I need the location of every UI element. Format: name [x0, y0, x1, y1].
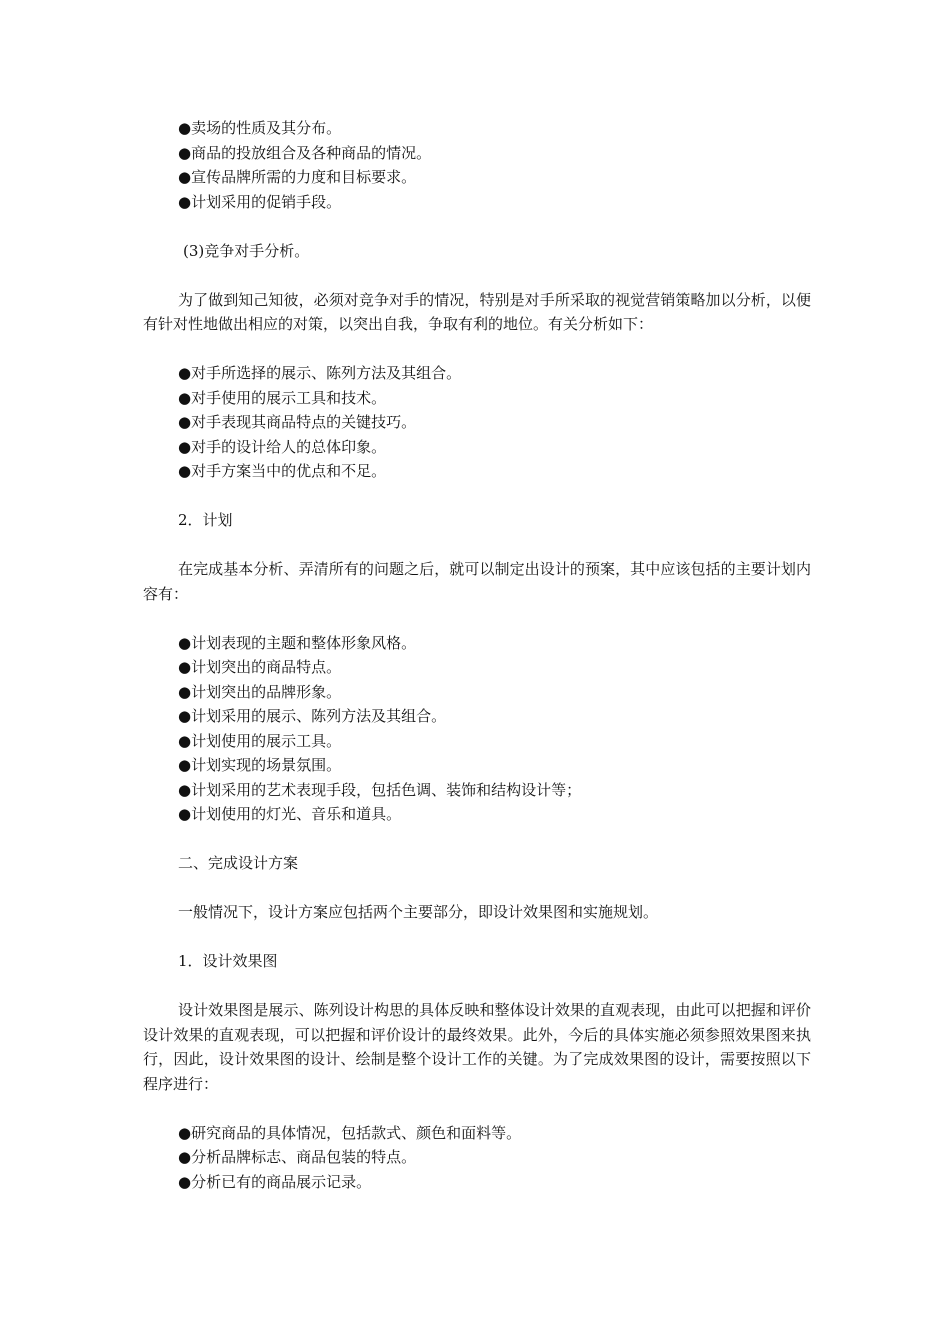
section-heading-effect: 1．设计效果图 [178, 952, 278, 970]
bullet-list-plan [143, 631, 811, 827]
bullet-list-effect [143, 1121, 811, 1195]
list-item: ●宣传品牌所需的力度和目标要求。 [178, 168, 417, 186]
spacer [143, 337, 811, 362]
spacer [143, 606, 811, 631]
document-page [143, 116, 811, 1194]
section-heading-plan: 2．计划 [178, 511, 233, 529]
list-item: ●对手所选择的展示、陈列方法及其组合。 [178, 364, 462, 382]
spacer [143, 484, 811, 509]
bullet-list-market [143, 116, 811, 214]
list-item: ●对手使用的展示工具和技术。 [178, 388, 387, 407]
spacer [143, 974, 811, 999]
spacer [143, 876, 811, 901]
list-item: ●研究商品的具体情况，包括款式、颜色和面料等。 [178, 1123, 522, 1142]
spacer [143, 827, 811, 852]
spacer [143, 263, 811, 288]
section-heading-complete: 二、完成设计方案 [178, 854, 299, 872]
paragraph-effect: 设计效果图是展示、陈列设计构思的具体反映和整体设计效果的直观表现，由此可以把握和评价设计效果的直观表现，可以把握和评价设计的最终效果。此外，今后的具体实施必须参照效果图来执行，因此，设计效果图的设计、绘制是整个设计工作的关键。为了完成效果图的设计，需要按照以下程序进行： [143, 1001, 811, 1093]
spacer [143, 533, 811, 558]
section-heading-competitor: (3)竞争对手分析。 [183, 241, 310, 260]
spacer [143, 1096, 811, 1121]
list-item: ●分析品牌标志、商品包装的特点。 [178, 1148, 417, 1166]
list-item: ●计划突出的品牌形象。 [178, 682, 342, 701]
list-item: ●计划使用的灯光、音乐和道具。 [178, 805, 402, 823]
list-item: ●计划采用的促销手段。 [178, 192, 342, 211]
list-item: ●对手方案当中的优点和不足。 [178, 462, 387, 480]
paragraph-plan: 在完成基本分析、弄清所有的问题之后，就可以制定出设计的预案，其中应该包括的主要计划内容有： [143, 560, 811, 603]
list-item: ●卖场的性质及其分布。 [178, 119, 342, 137]
spacer [143, 925, 811, 950]
list-item: ●计划使用的展示工具。 [178, 731, 342, 750]
list-item: ●对手表现其商品特点的关键技巧。 [178, 413, 417, 431]
paragraph-complete: 一般情况下，设计方案应包括两个主要部分，即设计效果图和实施规划。 [178, 903, 659, 921]
list-item: ●计划突出的商品特点。 [178, 658, 342, 676]
list-item: ●计划表现的主题和整体形象风格。 [178, 633, 417, 652]
list-item: ●对手的设计给人的总体印象。 [178, 437, 387, 456]
list-item: ●计划实现的场景氛围。 [178, 756, 342, 774]
list-item: ●计划采用的艺术表现手段，包括色调、装饰和结构设计等； [178, 780, 582, 799]
spacer [143, 214, 811, 239]
paragraph-competitor: 为了做到知己知彼，必须对竞争对手的情况，特别是对手所采取的视觉营销策略加以分析，以便有针对性地做出相应的对策，以突出自我，争取有利的地位。有关分析如下： [143, 290, 811, 333]
bullet-list-competitor [143, 361, 811, 484]
list-item: ●商品的投放组合及各种商品的情况。 [178, 143, 432, 162]
list-item: ●计划采用的展示、陈列方法及其组合。 [178, 707, 447, 725]
list-item: ●分析已有的商品展示记录。 [178, 1172, 372, 1191]
